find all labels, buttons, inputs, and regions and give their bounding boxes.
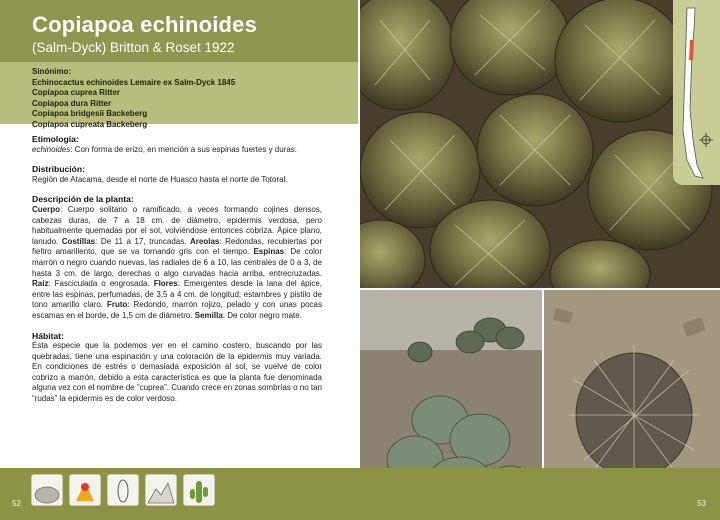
fruit-text: : Redondo, marrón rojizo, pelado y con unas pocas escamas en el borde, de 1,5 cm de diámetro.	[32, 300, 323, 320]
species-title: Copiapoa echinoides	[32, 12, 258, 37]
description-section	[32, 194, 322, 321]
etymology-term: echinoides	[32, 144, 71, 154]
title-block	[0, 0, 358, 62]
ribs-label: Costillas	[61, 236, 96, 246]
page-number-right: 53	[697, 499, 706, 508]
ribs-text: : De 11 a 17, truncadas.	[95, 236, 190, 246]
synonym-item: Copiapoa bridgesii Backeberg	[32, 109, 148, 119]
distribution-section	[32, 164, 322, 185]
flower-icon	[69, 474, 101, 506]
etymology-section	[32, 134, 322, 155]
seed-pod-icon	[107, 474, 139, 506]
root-text: : Fasciculada o engrosada.	[48, 279, 154, 289]
habitat-section	[32, 331, 322, 405]
cushion-cactus-icon	[31, 474, 63, 506]
fruit-label: Fruto	[106, 300, 128, 310]
areoles-label: Areolas	[190, 236, 220, 246]
synonym-band	[0, 0, 358, 129]
synonym-item: Copiapoa dura Ritter	[32, 98, 112, 108]
areoles-text: : Redondas, recubiertas por fieltro amarillento, que se va tornando gris con el tiempo.	[32, 236, 323, 257]
habitat-heading: Hábitat:	[32, 330, 64, 341]
description-column	[32, 134, 322, 414]
mountain-icon	[145, 474, 177, 506]
seed-text: : De color negro mate.	[222, 310, 302, 320]
body-label: Cuerpo	[32, 204, 60, 214]
chile-map-icon	[673, 0, 720, 185]
etymology-text: : Con forma de erizo, en mención a sus espinas fuertes y duras.	[70, 144, 298, 154]
synonym-list	[32, 67, 235, 131]
distribution-heading: Distribución:	[32, 164, 85, 175]
spines-text: : De color marrón o negro cuando nuevas, las radiales de 6 a 10, las centrales de 0 a 3, de hasta 3 cm. de largo, derechas o algo curvadas hacia arriba, entrecruzadas.	[32, 247, 323, 278]
root-label: Raíz	[32, 279, 49, 289]
synonym-heading: Sinónimo:	[32, 67, 72, 76]
synonym-item: Copiapoa cupreata Backeberg	[32, 119, 148, 129]
seed-label: Semilla	[194, 310, 223, 320]
columnar-cactus-icon	[183, 474, 215, 506]
cactus-cluster-photo	[360, 0, 720, 288]
flowers-text: : Emergentes desde la lana del ápice, entre las espinas, perfumadas, de 3,5 a 4 cm. de longitud; estambres y pistilo de tono amarillo claro.	[32, 279, 322, 310]
cactus-cluster-image	[360, 0, 720, 288]
spines-label: Espinas	[253, 247, 285, 257]
body-text: : Cuerpo solitario o ramificado, a veces formando cojines densos, cabezas duras, de 7 a 18 cm. de diámetro, epidermis verdosa, pero habitualmente quemadas por el sol, volviéndose entonces cobriza. Ápice plano, lanudo.	[32, 204, 322, 246]
page-number-left: 52	[12, 499, 21, 508]
etymology-heading: Etimología:	[32, 134, 79, 144]
description-text	[32, 205, 322, 322]
species-author: (Salm-Dyck) Britton & Roset 1922	[32, 40, 235, 55]
feature-icons	[31, 474, 215, 506]
habitat-text: Esta especie que la podemos ver en el camino costero, buscando por las quebradas, tiene una espinación y una coloración de la epidermis muy variada. En condiciones de estrés o demasiada exposición al sol, se vuelve de color cobrizo a marrón, debido a esta característica es que la planta fue denominada alguna vez con el nombre de “cuprea”. Cuando crece en zonas sombrías o no tan “rudas” la epidermis es de color verdoso.	[32, 341, 322, 404]
synonym-item: Copiapoa cuprea Ritter	[32, 88, 121, 98]
distribution-text: Región de Atacama, desde el norte de Huasco hasta el norte de Totoral.	[32, 174, 288, 184]
synonym-item: Echinocactus echinoides Lemaire ex Salm-Dyck 1845	[32, 77, 236, 87]
flowers-label: Flores	[153, 279, 178, 289]
distribution-map	[673, 0, 720, 185]
description-heading: Descripción de la planta:	[32, 194, 134, 205]
